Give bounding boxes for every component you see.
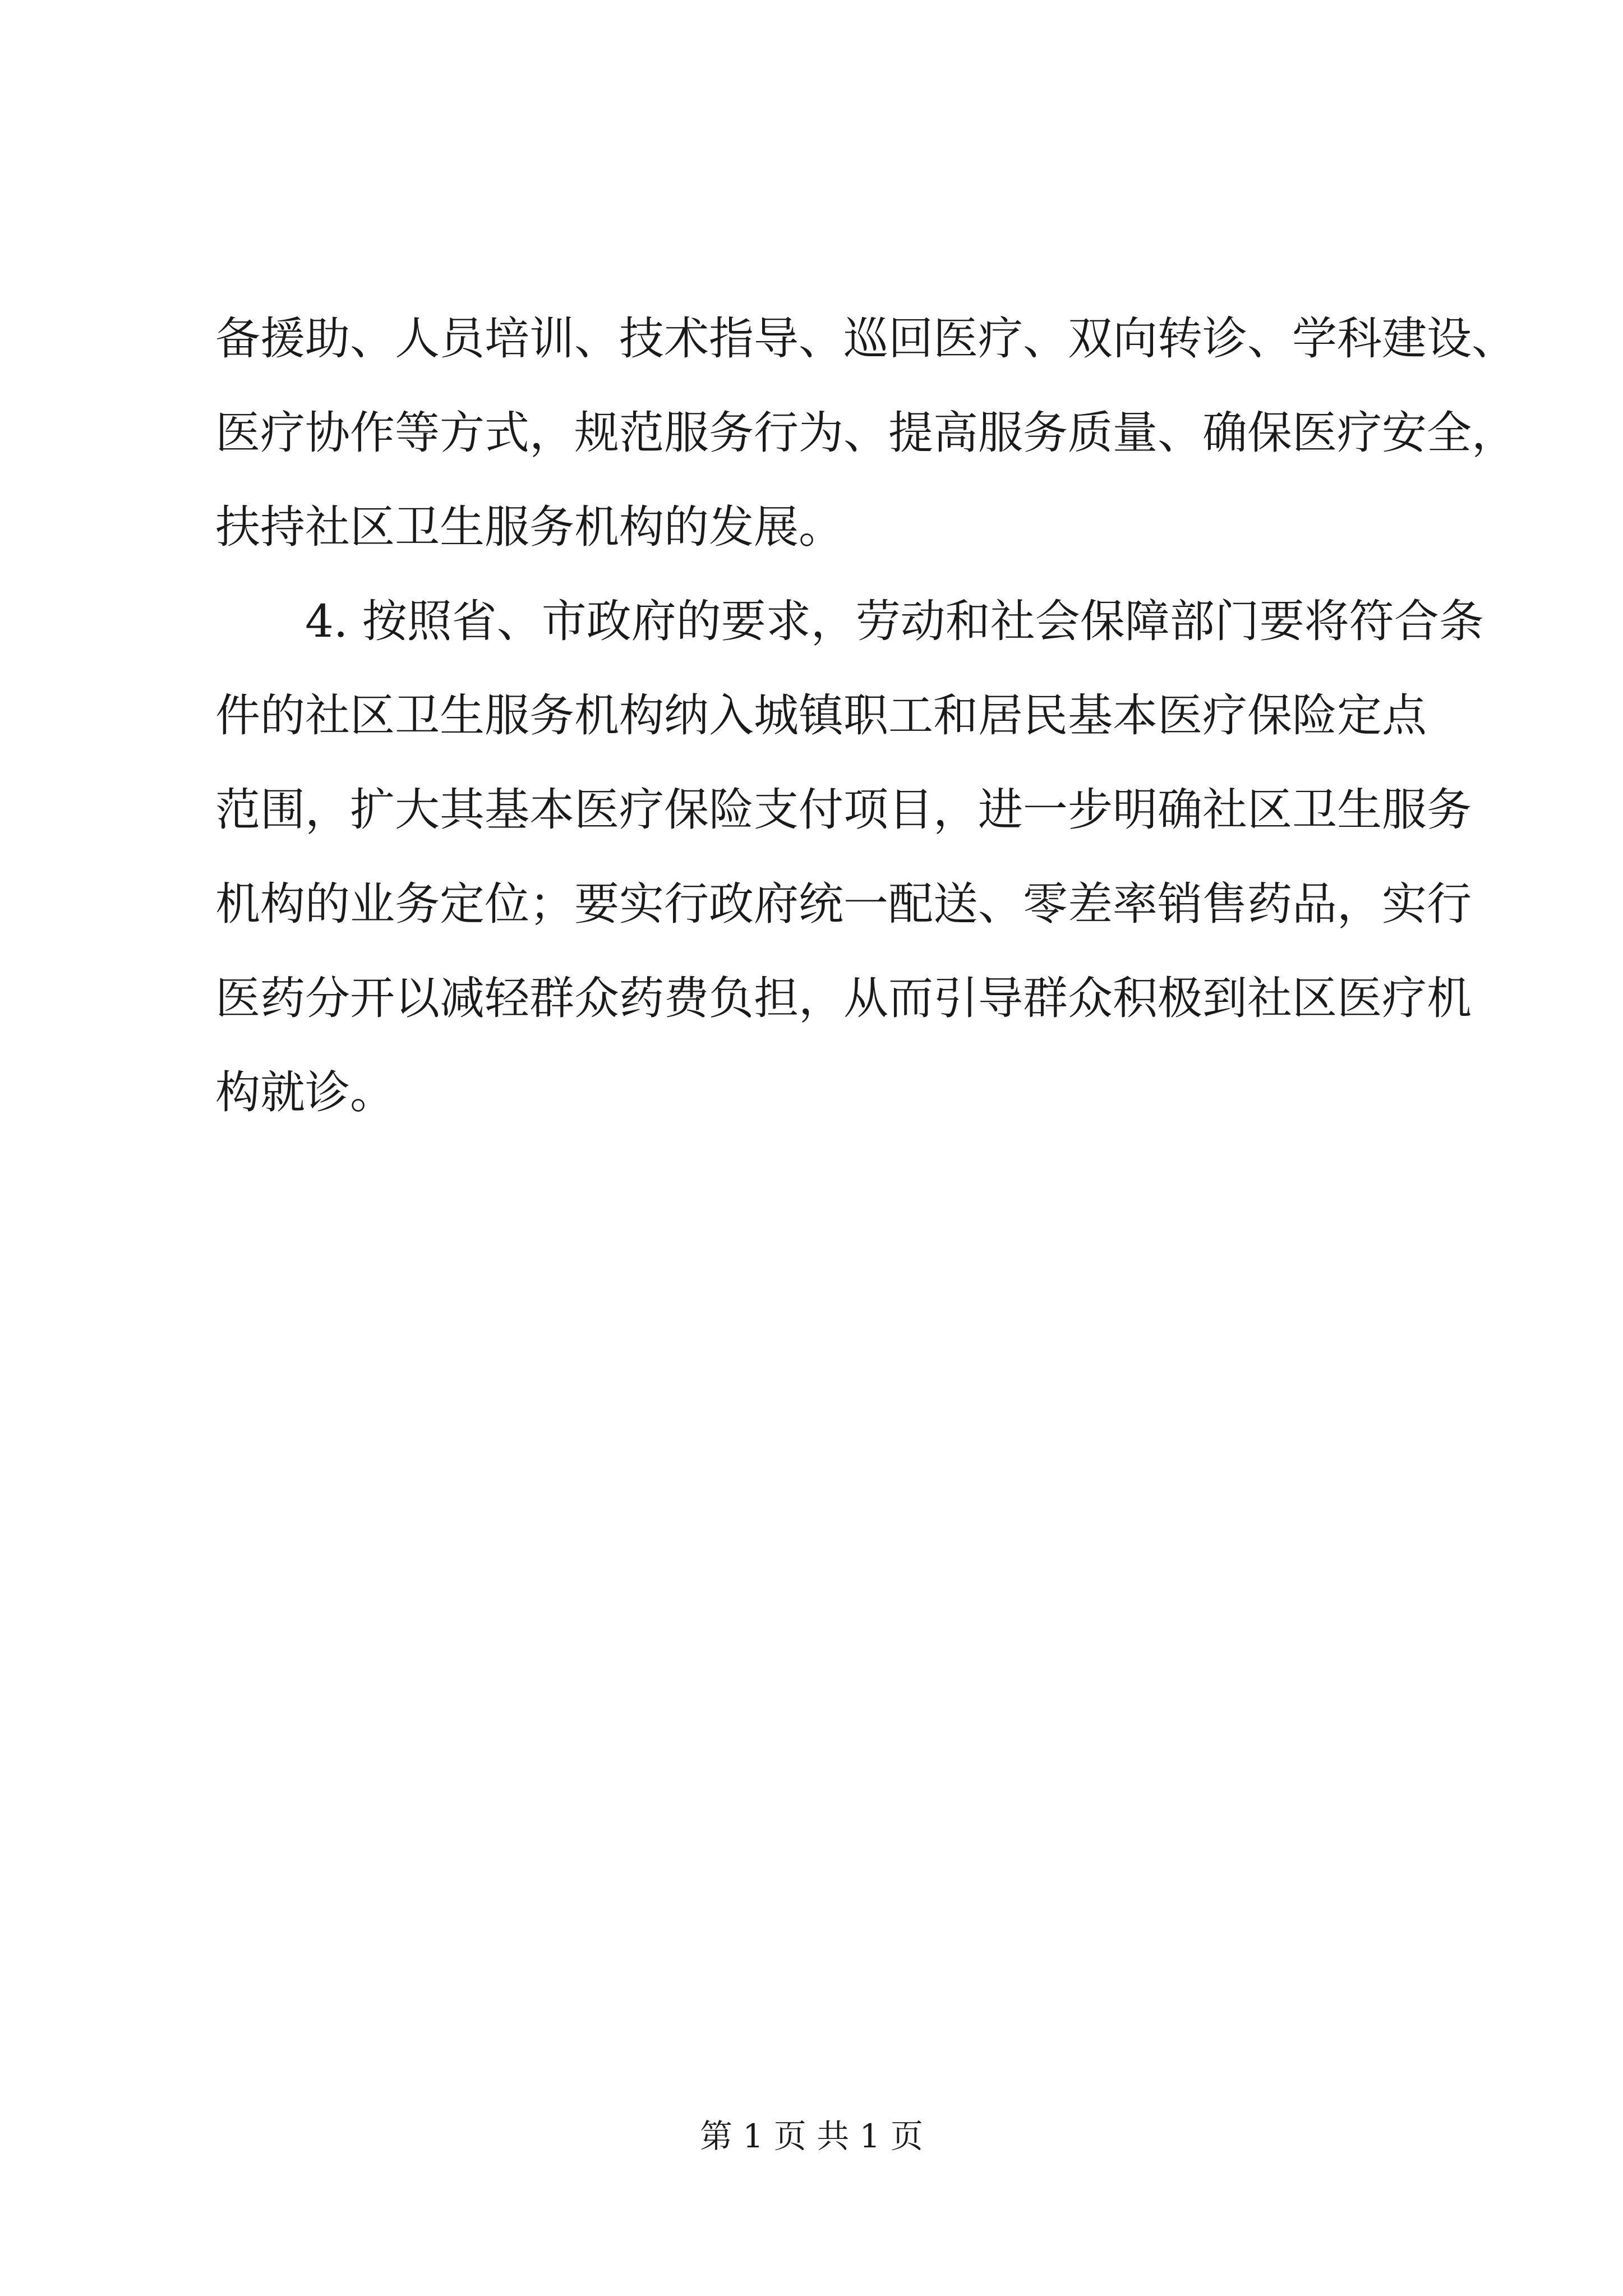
paragraph-2 (215, 574, 1484, 1140)
paragraph-line: 备援助、人员培训、技术指导、巡回医疗、双向转诊、学科建设、 (215, 312, 1516, 365)
paragraph-line: 机构的业务定位；要实行政府统一配送、零差率销售药品，实行 (215, 878, 1472, 930)
paragraph-line: 件的社区卫生服务机构纳入城镇职工和居民基本医疗保险定点 (215, 689, 1427, 742)
paragraph-line: 范围，扩大其基本医疗保险支付项目，进一步明确社区卫生服务 (215, 784, 1472, 836)
paragraph-line: 扶持社区卫生服务机构的发展。 (215, 501, 843, 553)
paragraph-1 (215, 292, 1516, 574)
paragraph-line: 医药分开以减轻群众药费负担，从而引导群众积极到社区医疗机 (215, 972, 1472, 1024)
page-footer (0, 2114, 1623, 2159)
paragraph-line: 4. 按照省、市政府的要求，劳动和社会保障部门要将符合条 (305, 595, 1484, 647)
page-number: 第 1 页 共 1 页 (700, 2117, 923, 2155)
document-body (215, 292, 1516, 1140)
paragraph-line: 医疗协作等方式，规范服务行为、提高服务质量、确保医疗安全， (215, 407, 1516, 459)
paragraph-line: 构就诊。 (215, 1066, 395, 1119)
